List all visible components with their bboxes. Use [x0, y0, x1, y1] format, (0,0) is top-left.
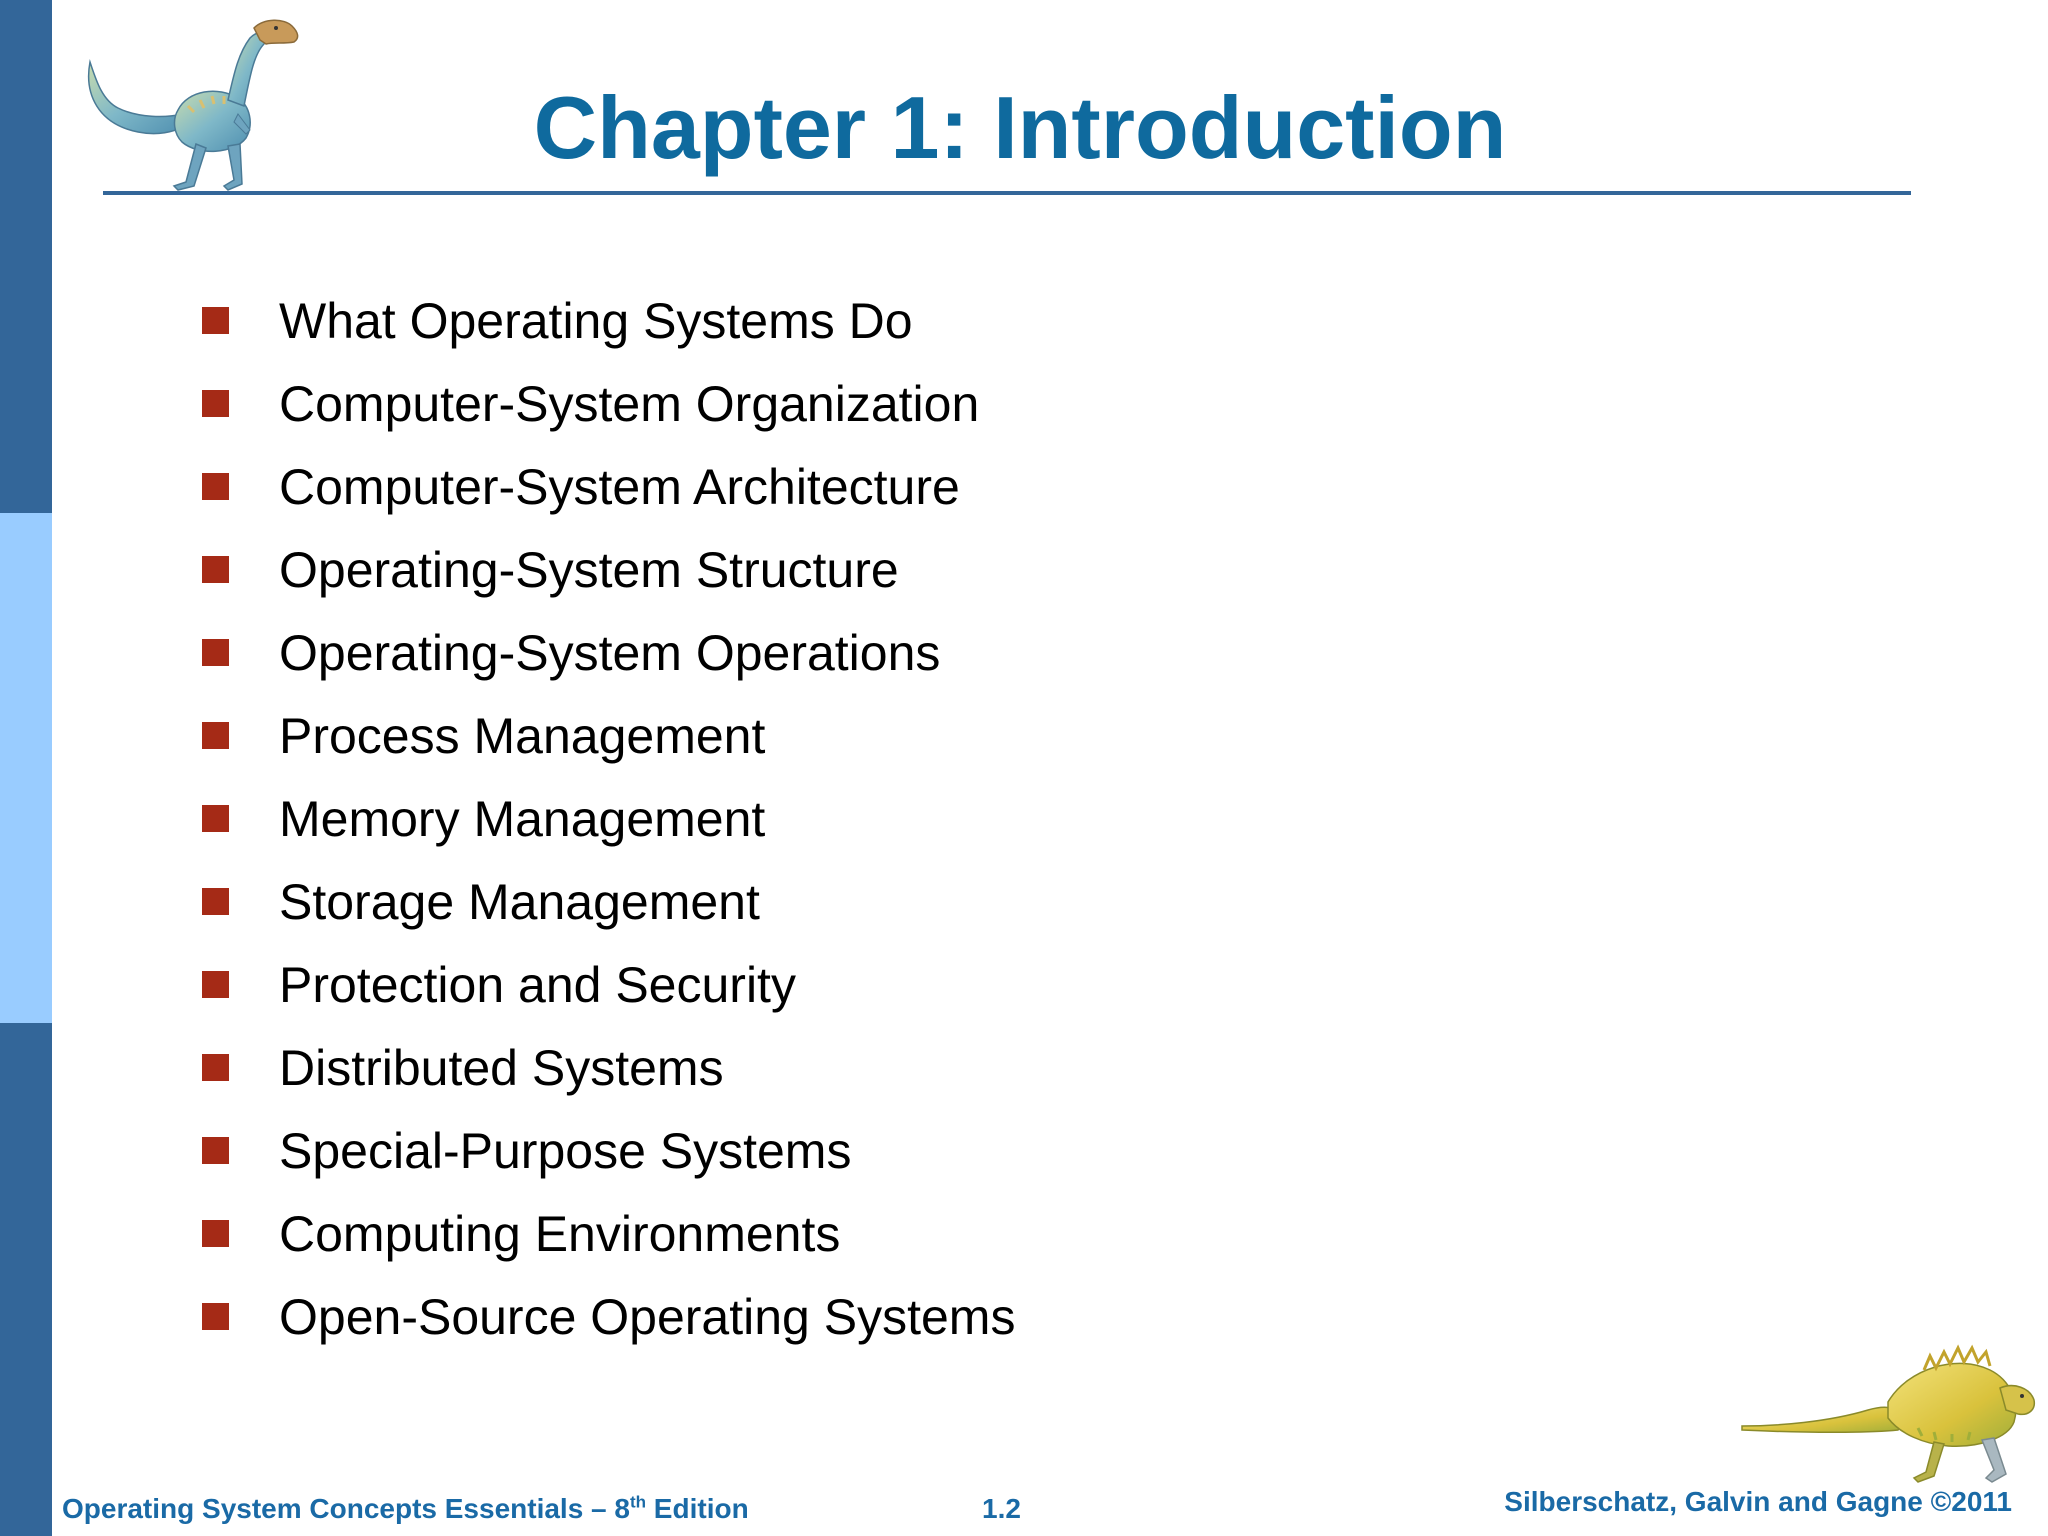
list-item — [202, 611, 1015, 694]
list-item — [202, 279, 1015, 362]
list-item — [202, 1192, 1015, 1275]
list-item — [202, 694, 1015, 777]
list-item-text: Protection and Security — [279, 956, 796, 1013]
list-item-text: What Operating Systems Do — [279, 292, 913, 349]
list-item-text: Computing Environments — [279, 1205, 841, 1262]
footer-book-superscript: th — [629, 1492, 647, 1512]
list-item — [202, 1026, 1015, 1109]
footer-page-number: 1.2 — [982, 1493, 1021, 1524]
square-bullet-icon — [202, 639, 229, 666]
footer-book-prefix: Operating System Concepts Essentials – 8 — [62, 1493, 630, 1524]
list-item — [202, 1109, 1015, 1192]
footer-copyright: Silberschatz, Galvin and Gagne ©2011 — [1504, 1486, 2012, 1517]
list-item-text: Distributed Systems — [279, 1039, 724, 1096]
list-item-text: Special-Purpose Systems — [279, 1122, 852, 1179]
list-item — [202, 528, 1015, 611]
list-item-text: Storage Management — [279, 873, 760, 930]
list-item — [202, 777, 1015, 860]
square-bullet-icon — [202, 1220, 229, 1247]
list-item — [202, 362, 1015, 445]
page-title: Chapter 1: Introduction — [533, 78, 1507, 177]
square-bullet-icon — [202, 556, 229, 583]
list-item-text: Open-Source Operating Systems — [279, 1288, 1016, 1345]
list-item-text: Computer-System Organization — [279, 375, 980, 432]
list-item-text: Operating-System Structure — [279, 541, 899, 598]
dinosaur-icon — [1738, 1318, 2038, 1486]
list-item — [202, 1275, 1015, 1358]
topic-list — [202, 279, 1015, 1358]
square-bullet-icon — [202, 1137, 229, 1164]
list-item-text: Operating-System Operations — [279, 624, 941, 681]
square-bullet-icon — [202, 722, 229, 749]
dinosaur-icon — [78, 14, 318, 194]
list-item-text: Computer-System Architecture — [279, 458, 960, 515]
list-item-text: Process Management — [279, 707, 766, 764]
footer-book-title — [62, 1493, 749, 1525]
square-bullet-icon — [202, 805, 229, 832]
square-bullet-icon — [202, 1054, 229, 1081]
square-bullet-icon — [202, 1303, 229, 1330]
sidebar-light-segment — [0, 513, 52, 1023]
list-item — [202, 860, 1015, 943]
square-bullet-icon — [202, 971, 229, 998]
square-bullet-icon — [202, 473, 229, 500]
left-sidebar-band — [0, 0, 52, 1536]
square-bullet-icon — [202, 888, 229, 915]
list-item — [202, 445, 1015, 528]
footer-book-suffix: Edition — [646, 1493, 749, 1524]
square-bullet-icon — [202, 307, 229, 334]
list-item — [202, 943, 1015, 1026]
title-divider — [103, 191, 1911, 195]
square-bullet-icon — [202, 390, 229, 417]
list-item-text: Memory Management — [279, 790, 766, 847]
